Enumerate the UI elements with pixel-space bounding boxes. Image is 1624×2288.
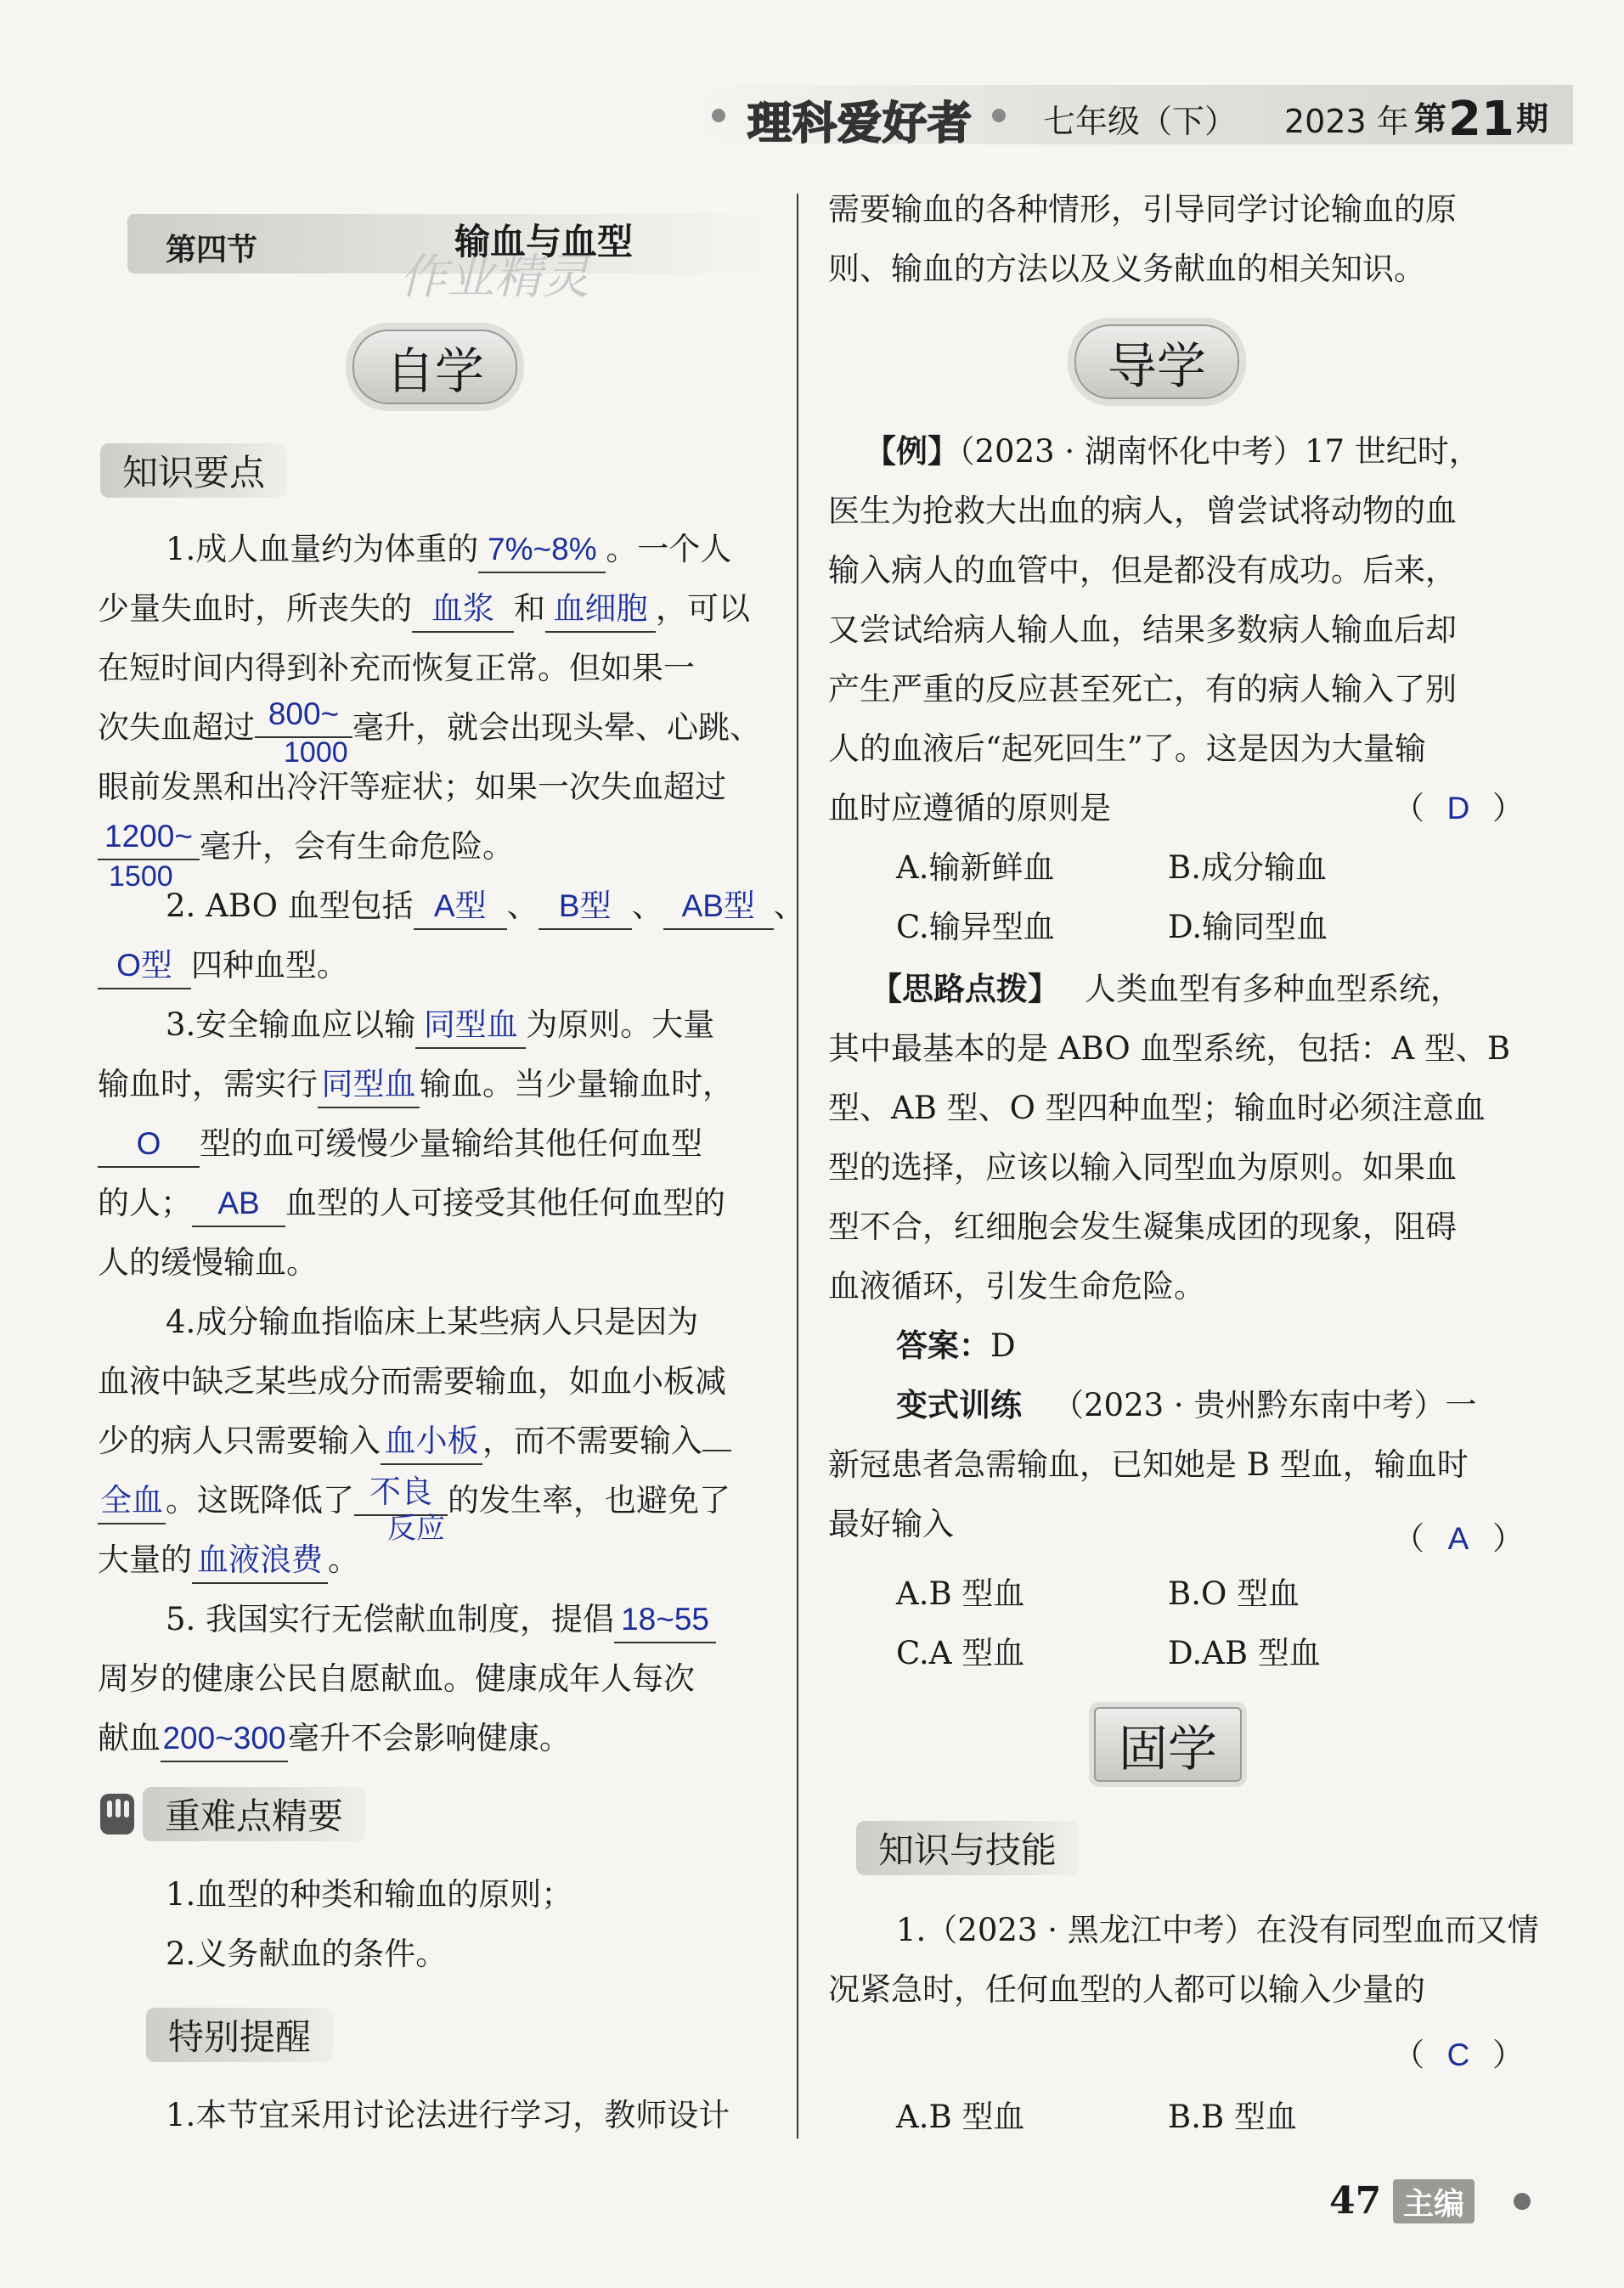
answer-blank: AB型 [663, 884, 774, 930]
footer-tab: 主编 [1393, 2179, 1475, 2223]
special-reminder-heading: 特别提醒 [146, 2008, 333, 2062]
header-dot-icon [992, 109, 1006, 122]
answer-blank: O [98, 1122, 200, 1168]
key-item-2: 2.义务献血的条件。 [166, 1936, 448, 1972]
q1-line-2: 少量失血时，所丧失的 血浆 和 血细胞 ，可以 [98, 579, 750, 639]
q1-line-6: 1200~ 毫升，会有生命危险。 [98, 817, 514, 876]
column-divider [797, 194, 798, 2139]
example-line-6: 人的血液后“起死回生”了。这是因为大量输 [828, 730, 1426, 767]
q5-line-3: 献血200~300毫升不会影响健康。 [98, 1709, 571, 1768]
answer-blank: 同型血 [415, 1003, 526, 1049]
answer-blank: 全血 [98, 1479, 166, 1524]
footer-dot-icon [1514, 2193, 1531, 2210]
q2-line-1: 2. ABO 血型包括 A型 、 B型 、 AB型 、 [166, 876, 805, 936]
answer-blank: 1200~ [98, 814, 200, 860]
reminder-line-1: 1.本节宜采用讨论法进行学习，教师设计 [166, 2097, 730, 2133]
q1-line-5: 眼前发黑和出冷汗等症状；如果一次失血超过 [98, 769, 726, 805]
q3-line-1: 3.安全输血应以输 同型血 为原则。大量 [166, 995, 714, 1055]
example-line-2: 医生为抢救大出血的病人，曾尝试将动物的血 [828, 493, 1457, 529]
q3-line-5: 人的缓慢输血。 [98, 1244, 318, 1281]
hint-line-2: 其中最基本的是 ABO 血型系统，包括：A 型、B [828, 1030, 1511, 1067]
variant-option-a: A.B 型血 [896, 1575, 1025, 1612]
q2-line-2: O型 四种血型。 [98, 936, 348, 995]
example-line-4: 又尝试给病人输人血，结果多数病人输血后却 [828, 611, 1457, 648]
knowledge-points-heading: 知识要点 [100, 443, 287, 498]
q4-line-1: 4.成分输血指临床上某些病人只是因为 [166, 1304, 699, 1340]
answer-blank: 血小板 [381, 1419, 482, 1465]
q3-line-2: 输血时，需实行 同型血 输血。当少量输血时， [98, 1055, 734, 1114]
example-option-b: B.成分输血 [1168, 849, 1327, 886]
answer-line: 答案：D [896, 1327, 1016, 1364]
section-number: 第四节 [166, 233, 258, 268]
answer-blank: 7%~8% [478, 527, 606, 573]
answer-blank: A型 [414, 884, 507, 930]
q4-line-2: 血液中缺乏某些成分而需要输血，如血小板减 [98, 1363, 726, 1400]
answer-blank: AB [192, 1181, 285, 1227]
answer-blank-continued: 1000 [284, 736, 348, 769]
hand-icon [95, 1787, 146, 1841]
guxue-medallion: 固学 [1094, 1707, 1242, 1782]
q3-line-3: O 型的血可缓慢少量输给其他任何血型 [98, 1114, 702, 1174]
variant-option-b: B.O 型血 [1168, 1575, 1300, 1612]
hint-line-6: 血液循环，引发生命危险。 [828, 1268, 1205, 1305]
reminder-line-3: 则、输血的方法以及义务献血的相关知识。 [828, 251, 1425, 287]
answer-blank: 800~ [255, 692, 352, 738]
grade-label: 七年级（下） [1043, 103, 1238, 140]
q1-line-1: 1.成人血量约为体重的 7%~8% 。一个人 [166, 520, 731, 579]
answer-blank: 血浆 [412, 587, 514, 633]
hint-line-1: 【思路点拨】 人类血型有多种血型系统， [871, 971, 1462, 1007]
answer-blank: 不良 [354, 1470, 448, 1516]
hint-line-4: 型的选择，应该以输入同型血为原则。如果血 [828, 1149, 1457, 1186]
answer-blank: 同型血 [318, 1062, 420, 1108]
q5-line-1: 5. 我国实行无偿献血制度，提倡 18~55 [166, 1590, 716, 1649]
section-title: 输血与血型 [454, 221, 634, 262]
example-option-a: A.输新鲜血 [896, 849, 1055, 886]
magazine-logo: 理科爱好者 [747, 99, 973, 149]
variant-line-1: 变式训练 （2023 · 贵州黔东南中考）一 [896, 1387, 1477, 1423]
hint-line-3: 型、AB 型、O 型四种血型；输血时必须注意血 [828, 1090, 1486, 1126]
answer-blank: 18~55 [614, 1598, 716, 1643]
zixue-medallion: 自学 [352, 330, 517, 404]
year-label: 2023 年 [1284, 103, 1409, 140]
variant-line-2: 新冠患者急需输血，已知她是 B 型血，输血时 [828, 1446, 1469, 1483]
reminder-line-2: 需要输血的各种情形，引导同学讨论输血的原 [828, 191, 1457, 228]
q1-line-4: 次失血超过 800~ 毫升，就会出现头晕、心跳、 [98, 698, 761, 758]
answer-blank-continued: 1500 [109, 860, 173, 893]
guxue-q1-line-2: 况紧急时，任何血型的人都可以输入少量的 [828, 1971, 1425, 2008]
answer-blank: 血细胞 [545, 587, 656, 633]
watermark-text: 作业精灵 [399, 250, 589, 305]
variant-option-d: D.AB 型血 [1168, 1635, 1321, 1671]
guxue-answer-paren: （ C ） [1393, 2037, 1524, 2073]
example-line-7: 血时应遵循的原则是 [828, 790, 1111, 826]
guxue-q1-line-1: 1.（2023 · 黑龙江中考）在没有同型血而又情 [896, 1912, 1539, 1948]
answer-blank: 血液浪费 [192, 1538, 328, 1584]
key-points-heading: 重难点精要 [143, 1787, 365, 1841]
q3-line-4: 的人； AB 血型的人可接受其他任何血型的 [98, 1174, 725, 1233]
key-item-1: 1.血型的种类和输血的原则； [166, 1876, 573, 1913]
example-line-5: 产生严重的反应甚至死亡，有的病人输入了别 [828, 671, 1457, 707]
variant-option-c: C.A 型血 [896, 1635, 1025, 1671]
variant-answer-paren: （ A ） [1393, 1520, 1524, 1557]
example-line-3: 输入病人的血管中，但是都没有成功。后来， [828, 552, 1457, 589]
example-option-d: D.输同型血 [1168, 909, 1328, 945]
example-option-c: C.输异型血 [896, 909, 1055, 945]
q1-line-3: 在短时间内得到补充而恢复正常。但如果一 [98, 650, 695, 686]
answer-blank: 200~300 [161, 1716, 288, 1762]
guxue-option-b: B.B 型血 [1168, 2099, 1297, 2135]
guxue-option-a: A.B 型血 [896, 2099, 1025, 2135]
issue-label: 第21期 [1414, 92, 1548, 147]
variant-line-3: 最好输入 [828, 1506, 954, 1542]
answer-blank: O型 [98, 944, 191, 989]
knowledge-skills-heading: 知识与技能 [856, 1821, 1079, 1875]
hint-line-5: 型不合，红细胞会发生凝集成团的现象，阻碍 [828, 1209, 1457, 1245]
q4-line-5: 大量的 血液浪费 。 [98, 1530, 359, 1590]
example-answer-paren: （ D ） [1393, 790, 1524, 826]
daoxue-medallion: 导学 [1074, 324, 1239, 399]
answer-blank: B型 [539, 884, 632, 930]
page-number: 47 [1329, 2179, 1382, 2223]
header-dot-icon [712, 109, 725, 122]
example-line-1: 【例】（2023 · 湖南怀化中考）17 世纪时， [865, 433, 1480, 470]
q5-line-2: 周岁的健康公民自愿献血。健康成年人每次 [98, 1660, 695, 1697]
answer-blank-continued: 反应 [387, 1513, 445, 1545]
q4-line-4: 全血。这既降低了 不良 的发生率，也避免了 [98, 1471, 730, 1530]
q4-line-3: 少的病人只需要输入 血小板 ，而不需要输入 [98, 1412, 731, 1471]
